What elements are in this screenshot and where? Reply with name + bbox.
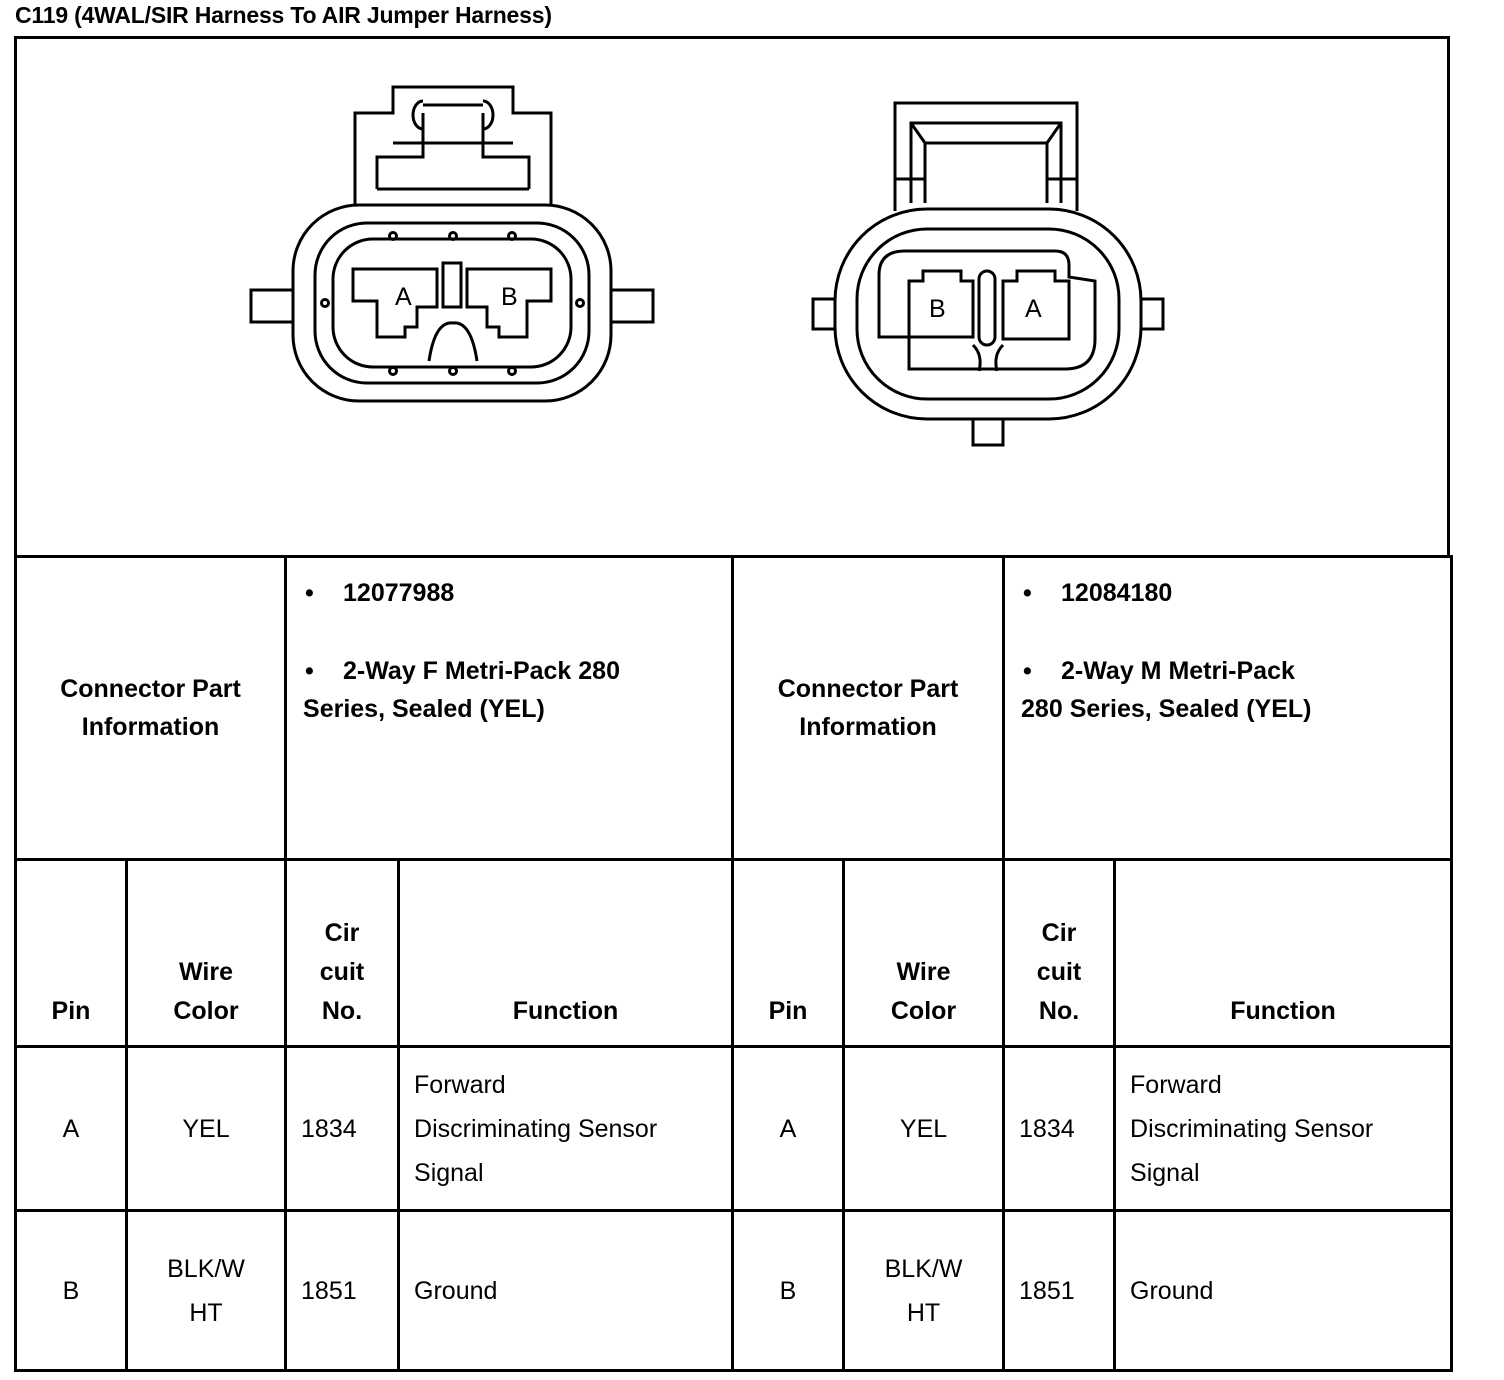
header-wire-color-line2: Color [173, 997, 239, 1025]
header-pin: Pin [733, 860, 844, 1047]
header-function: Function [1115, 860, 1452, 1047]
part-number: 12077988 [343, 579, 455, 607]
header-circuit-no [286, 860, 399, 1047]
function-line2: Discriminating Sensor [414, 1114, 658, 1143]
wire-color-line1: BLK/W [167, 1254, 245, 1283]
function-cell [399, 1211, 733, 1371]
page-title: C119 (4WAL/SIR Harness To AIR Jumper Harness) [15, 2, 552, 28]
connector-table [14, 36, 1450, 1372]
connector-description-line1: 2-Way F Metri-Pack 280 [343, 657, 620, 685]
part-number: 12084180 [1061, 579, 1173, 607]
wire-color-cell [127, 1211, 286, 1371]
connector-description-line2: Series, Sealed (YEL) [303, 695, 545, 723]
header-pin: Pin [16, 860, 127, 1047]
right-connector-drawing [813, 103, 1163, 445]
function-line3: Signal [414, 1158, 484, 1187]
wire-color-cell [844, 1047, 1004, 1211]
function-line1: Ground [414, 1276, 498, 1305]
function-cell [399, 1047, 733, 1211]
header-function: Function [399, 860, 733, 1047]
function-line1: Forward [1130, 1070, 1222, 1099]
pin-cell: B [733, 1211, 844, 1371]
circuit-cell: 1851 [1004, 1211, 1115, 1371]
wire-color-line2: HT [906, 1298, 941, 1327]
wire-color-line1: BLK/W [884, 1254, 963, 1283]
header-circuit-line3: No. [1038, 997, 1080, 1025]
pin-cell: A [733, 1047, 844, 1211]
pin-cell: B [16, 1211, 127, 1371]
header-row [16, 860, 1452, 1047]
function-line2: Discriminating Sensor [1130, 1114, 1374, 1143]
pin-cell: A [16, 1047, 127, 1211]
left-connector-drawing [251, 87, 653, 401]
function-cell [1115, 1047, 1452, 1211]
connector-description-line2: 280 Series, Sealed (YEL) [1021, 695, 1312, 723]
wire-color-cell [127, 1047, 286, 1211]
header-circuit-line2: cuit [1036, 958, 1082, 986]
connector-info-label-right [733, 557, 1004, 860]
wire-color-cell [844, 1211, 1004, 1371]
circuit-cell: 1834 [286, 1047, 399, 1211]
wire-color-line2: HT [189, 1298, 223, 1327]
header-wire-color-line2: Color [890, 997, 957, 1025]
function-line3: Signal [1130, 1158, 1200, 1187]
connector-diagram [17, 39, 1453, 561]
right-pin-label-a: A [1025, 295, 1042, 323]
function-cell [1115, 1211, 1452, 1371]
connector-info-value-left: • 12077988 • 2-Way F Metri-Pack 280 Series, Sealed (YEL) [286, 557, 733, 860]
table-row [16, 1047, 1452, 1211]
table-row [16, 1211, 1452, 1371]
header-wire-color [844, 860, 1004, 1047]
connector-info-label-text: Connector Part Information [60, 675, 241, 741]
header-circuit-no [1004, 860, 1115, 1047]
header-wire-color-line1: Wire [896, 958, 951, 986]
header-wire-color-line1: Wire [179, 958, 233, 986]
circuit-cell: 1834 [1004, 1047, 1115, 1211]
wire-color-line1: YEL [182, 1114, 230, 1143]
header-circuit-line1: Cir [324, 919, 360, 947]
function-line1: Ground [1130, 1276, 1214, 1305]
connector-description-line1: 2-Way M Metri-Pack [1061, 657, 1295, 685]
connector-info-value-right: • 12084180 • 2-Way M Metri-Pack 280 Series, Sealed (YEL) [1004, 557, 1452, 860]
header-circuit-line2: cuit [319, 958, 365, 986]
circuit-cell: 1851 [286, 1211, 399, 1371]
left-pin-label-b: B [501, 283, 518, 311]
function-line1: Forward [414, 1070, 506, 1099]
right-pin-label-b: B [929, 295, 946, 323]
header-circuit-line1: Cir [1041, 919, 1077, 947]
connector-info-label-text: Connector Part Information [777, 675, 959, 741]
connector-info-label-left [16, 557, 286, 860]
wire-color-line1: YEL [899, 1114, 948, 1143]
pinout-table [14, 555, 1453, 1372]
connector-diagram-panel [14, 36, 1450, 558]
connector-info-row [16, 557, 1452, 860]
header-wire-color [127, 860, 286, 1047]
left-pin-label-a: A [395, 283, 412, 311]
header-circuit-line3: No. [321, 997, 363, 1025]
